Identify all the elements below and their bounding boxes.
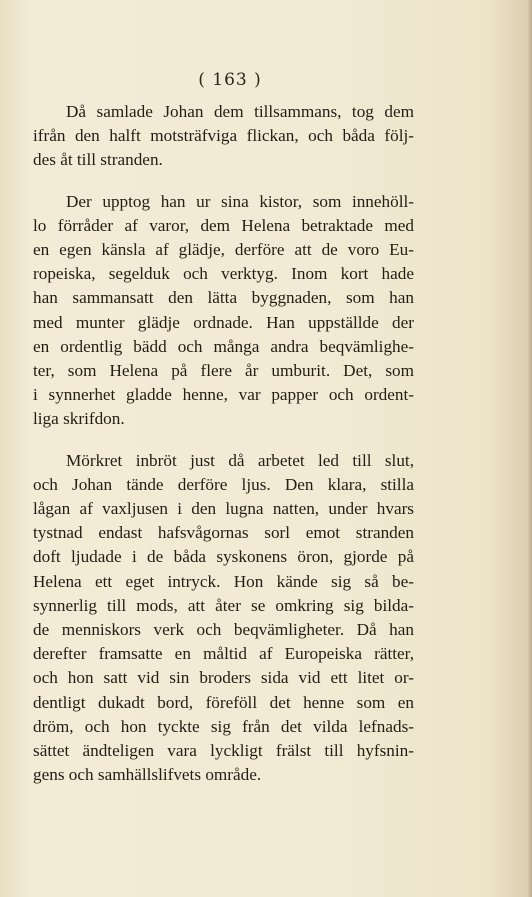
text-line: sättet ändteligen vara lyckligt frälst till hyfsnin- [33, 741, 414, 761]
text-line: Der upptog han ur sina kistor, som innehöll- [66, 191, 414, 211]
body-text [33, 100, 414, 804]
text-line: des åt till stranden. [33, 150, 163, 170]
text-line: med munter glädje ordnade. Han uppställde der [33, 312, 414, 332]
text-line: dentligt dukadt bord, föreföll det henne som en [33, 692, 414, 712]
text-line: han sammansatt den lätta byggnaden, som han [33, 288, 414, 308]
text-line: synnerlig till mods, att åter se omkring sig bilda- [33, 595, 414, 615]
page-edge [526, 0, 532, 897]
text-line: dröm, och hon tyckte sig från det vilda lefnads- [33, 716, 414, 736]
text-line: de menniskors verk och beqvämligheter. Då han [33, 620, 414, 640]
text-line: doft ljudade i de båda syskonens öron, gjorde på [33, 547, 414, 567]
text-line: Mörkret inbröt just då arbetet led till slut, [66, 450, 414, 470]
text-line: en egen känsla af glädje, derföre att de voro Eu- [33, 240, 414, 260]
paragraph-1 [33, 100, 414, 173]
paragraph-3 [33, 449, 414, 788]
text-line: en ordentlig bädd och många andra beqvämlighe- [33, 336, 414, 356]
text-line: ifrån den halft motsträfviga flickan, och båda följ- [33, 126, 414, 146]
text-line: lo förråder af varor, dem Helena betraktade med [33, 215, 414, 235]
text-line: lågan af vaxljusen i den lugna natten, under hvars [33, 499, 414, 519]
text-line: i synnerhet gladde henne, var papper och ordent- [33, 385, 414, 405]
text-line: liga skrifdon. [33, 409, 125, 429]
text-line: gens och samhällslifvets område. [33, 765, 262, 785]
paragraph-2 [33, 190, 414, 432]
page-number: ( 163 ) [198, 70, 262, 90]
text-line: derefter framsatte en måltid af Europeiska rätter, [33, 644, 414, 664]
text-line: Helena ett eget intryck. Hon kände sig så be- [33, 571, 414, 591]
text-line: och hon satt vid sin broders sida vid ett litet or- [33, 668, 414, 688]
text-line: Då samlade Johan dem tillsammans, tog dem [66, 102, 414, 121]
text-line: ropeiska, segelduk och verktyg. Inom kort hade [33, 264, 414, 284]
text-line: tystnad endast hafsvågornas sorl emot stranden [33, 523, 414, 543]
text-line: ter, som Helena på flere år umburit. Det, som [33, 361, 414, 381]
text-line: och Johan tände derföre ljus. Den klara, stilla [33, 474, 414, 494]
